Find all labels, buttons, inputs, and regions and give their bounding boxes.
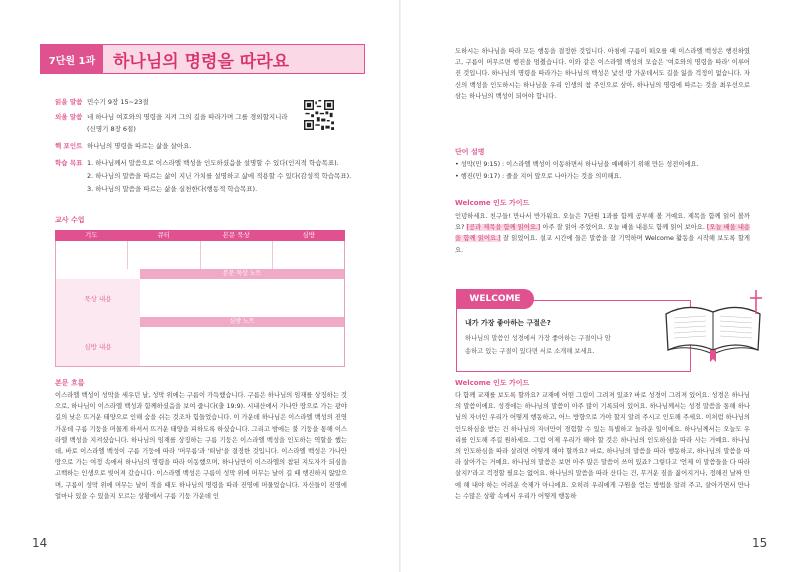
meditation-note-band: 본문 묵상 노트 xyxy=(140,269,344,279)
meditation-content-area[interactable] xyxy=(140,279,344,317)
teacher-prep-table xyxy=(55,230,345,367)
words-heading: 단어 설명 xyxy=(455,148,485,156)
table-header-prayer: 기도 xyxy=(84,231,98,239)
word-item-1: • 성막(민 9:15) : 이스라엘 백성이 이동하면서 하나님을 예배하기 위해 만든 성전이에요. xyxy=(455,161,699,168)
welcome-guide-heading-2: Welcome 인도 가이드 xyxy=(455,379,530,387)
guide-text: 아주 잘 읽어 주었어요. 오늘 배울 내용도 함께 읽어 보아요. xyxy=(540,224,707,232)
guide-text: 잘 읽었어요. 설교 시간에 들은 말씀을 잘 기억하며 Welcome 활동을 시작해 보도록 할게요. xyxy=(455,235,750,254)
table-visit-band-row xyxy=(55,317,345,327)
table-cell[interactable] xyxy=(128,241,200,269)
table-meditation-band-row xyxy=(55,269,345,279)
visit-content-label: 심방 내용 xyxy=(56,327,140,366)
info-label: 외울 말씀 xyxy=(55,113,83,121)
welcome-guide-heading: Welcome 인도 가이드 xyxy=(455,199,530,207)
info-value: 네 하나님 여호와의 명령을 지켜 그의 길을 따라가며 그를 경외할지니라 xyxy=(87,113,288,121)
welcome-question: 내가 가장 좋아하는 구절은? xyxy=(465,319,551,327)
meditation-content-label: 묵상 내용 xyxy=(56,279,140,317)
visit-note-band: 심방 노트 xyxy=(140,317,344,327)
table-meditation-row xyxy=(55,279,345,317)
welcome-guide-paragraph-2: 다 함께 교재를 보도록 할까요? 교재에 어떤 그림이 그려져 있죠? 바로 성경이 그려져 있어요. 성경은 하나님의 말씀이에요. 성경에는 하나님의 말씀이 아주 많이 기록되어 있어요. 하나님께서는 성경 말씀을 통해 하나님의 자녀인 우리가 어떻게 행동하고, 어느 방향으로 가야 할지 알려 주시고 인도해 주세요. 이처럼 하나님의 인도하심을 받는 건 하나님의 자녀만이 경험할 수 있는 특별하고 놀라운 일이에요. 하나님께서는 오늘도 우리를 인도해 주길 원하세요. 그럼 이제 우리가 해야 할 것은 하나님의 인도하심을 따라 사는 거예요. 하나님의 인도하심을 따라 살려면 어떻게 해야 할까요? 바로, 하나님의 말씀을 따라 행동하고, 하나님의 말씀을 따라 살아가는 거예요. 하나님의 말씀은 보면 아주 많은 말씀이 쓰여 있죠? 그렇다고 '언제 이 말씀들을 다 따라 살지?'라고 걱정할 필요는 없어요. 하나님의 말씀을 따라 산다는 건, 무거운 짐을 짊어지거나, 정해진 날짜 안에 해 내야 하는 어려운 숙제가 아니에요. 오히려 우리에게 구원을 얻는 방법을 알려 주고, 살아가면서 만나는 수많은 상황 속에서 우리가 어떻게 행동하 xyxy=(455,392,750,500)
table-header-visit: 심방 xyxy=(302,231,316,239)
page-number-right: 15 xyxy=(752,536,768,550)
guide-highlight: [오늘 배울 내용을 함께 읽어요.] xyxy=(455,224,750,243)
table-header-meditation: 본문 묵상 xyxy=(222,231,250,239)
guide-highlight: [공과 제목을 함께 읽어요.] xyxy=(466,224,541,232)
welcome-tab: WELCOME xyxy=(456,289,534,309)
info-value: (신명기 8장 6절) xyxy=(87,125,136,133)
info-value: 3. 하나님의 말씀을 따르는 삶을 실천한다(행동적 학습목표). xyxy=(87,185,258,193)
continued-paragraph: 도하시는 하나님을 따라 모든 행동을 결정한 것입니다. 아침에 구름이 떠오를 때 이스라엘 백성은 행진하였고, 구름이 머무르면 행진을 멈췄습니다. 이와 같은 이스라엘 백성의 모습은 '여호와의 명령을 따라' 이루어진 것입니다. 하나님의 명령을 따라가는 하나님의 백성은 낯선 땅 가운데서도 길을 잃을 걱정이 없습니다. 자신의 백성을 인도하시는 하나님을 우리 인생의 참 주인으로 삼아, 하나님의 명령에 따르는 것을 최우선으로 삼는 하나님의 백성이 되어야 합니다. xyxy=(455,48,750,100)
info-label: 학습 목표 xyxy=(55,159,83,167)
teacher-prep-heading: 교사 수업 xyxy=(55,216,85,224)
word-item-2: • 행진(민 9:17) : 줄을 지어 앞으로 나아가는 것을 의미해요. xyxy=(455,173,622,180)
table-cell[interactable] xyxy=(273,241,344,269)
info-value: 하나님의 명령을 따르는 삶을 살아요. xyxy=(87,142,192,150)
welcome-description: 하나님의 말씀인 성경에서 가장 좋아하는 구절이나 암송하고 있는 구절이 있다면 서로 소개해 보세요. xyxy=(465,335,611,355)
info-value: 1. 하나님께서 말씀으로 이스라엘 백성을 인도하셨음을 설명할 수 있다(인지적 학습목표). xyxy=(87,159,339,167)
table-header-row xyxy=(55,230,345,241)
qr-code-icon[interactable] xyxy=(304,100,334,130)
table-spacer xyxy=(56,317,140,327)
table-spacer xyxy=(56,269,140,279)
table-cell[interactable] xyxy=(56,241,128,269)
background-paragraph: 이스라엘 백성이 성막을 세우던 날, 성막 위에는 구름이 가득했습니다. 구름은 하나님의 임재를 상징하는 것으로, 하나님이 이스라엘 백성과 함께하셨음을 보여 줍니다(출 19:9). 시내산에서 가나안 땅으로 가는 광야 길의 낮은 뜨거운 태양으로 인해 숨을 쉬는 것조차 힘들었습니다. 이 가운데 하나님은 이스라엘 백성의 진영 가운데 구름 기둥을 머물게 하셔서 뜨거운 태양을 피하도록 하셨습니다. 그리고 밤에는 불 기둥을 통해 이스라엘 백성을 지켜셨습니다. 하나님의 임재를 상징하는 구름 기둥은 이스라엘 백성을 인도하는 역할을 했는데, 바로 이스라엘 백성이 구름 기둥에 따라 '머무름'과 '떠남'을 결정한 것입니다. 이스라엘 백성은 가나안 땅으로 가는 여정 속에서 하나님의 명령을 따라 이동했으며, 하나님만이 이스라엘의 참된 지도자가 되심을 고백하는 인생으로 빚어져 갔습니다. 이스라엘 백성은 구름이 성막 위에 머무는 날이 길 때 행진하지 않았으며, 구름이 성막 위에 머무는 날이 적을 때도 하나님의 명령을 따라 진영에 머물었습니다. 자신들이 진영에 얼마나 있을 수 있을지 모르는 상황에서 구름 기둥 가운데 인 xyxy=(55,392,347,500)
info-label: 핵 포인트 xyxy=(55,142,83,150)
page-number-left: 14 xyxy=(32,536,48,550)
welcome-guide-paragraph xyxy=(455,211,750,256)
lesson-tag: 7단원 1과 xyxy=(41,45,103,73)
table-checkbox-row xyxy=(55,241,345,269)
guide-text: 인녕하세요. 친구들! 만나서 반가워요. 오늘은 7단원 1과를 함께 공부해 볼 거예요. 제목을 함께 읽어 볼까요? xyxy=(455,213,750,232)
info-value: 2. 하나님의 말씀을 따르는 삶이 지닌 가치를 설명하고 삶에 적용할 수 있다(감성적 학습목표). xyxy=(87,172,352,180)
info-label: 읽을 말씀 xyxy=(55,98,83,106)
table-visit-row xyxy=(55,327,345,367)
table-cell[interactable] xyxy=(201,241,273,269)
book-gutter xyxy=(399,0,401,572)
welcome-activity-box xyxy=(456,300,691,372)
background-heading: 본문 흐름 xyxy=(55,379,85,387)
table-header-qt: 큐티 xyxy=(157,231,171,239)
info-value: 민수기 9장 15~23절 xyxy=(87,98,149,106)
open-bible-icon xyxy=(658,284,768,364)
visit-content-area[interactable] xyxy=(140,327,344,366)
lesson-title: 하나님의 명령을 따라요 xyxy=(103,45,364,73)
lesson-title-bar xyxy=(40,44,365,74)
